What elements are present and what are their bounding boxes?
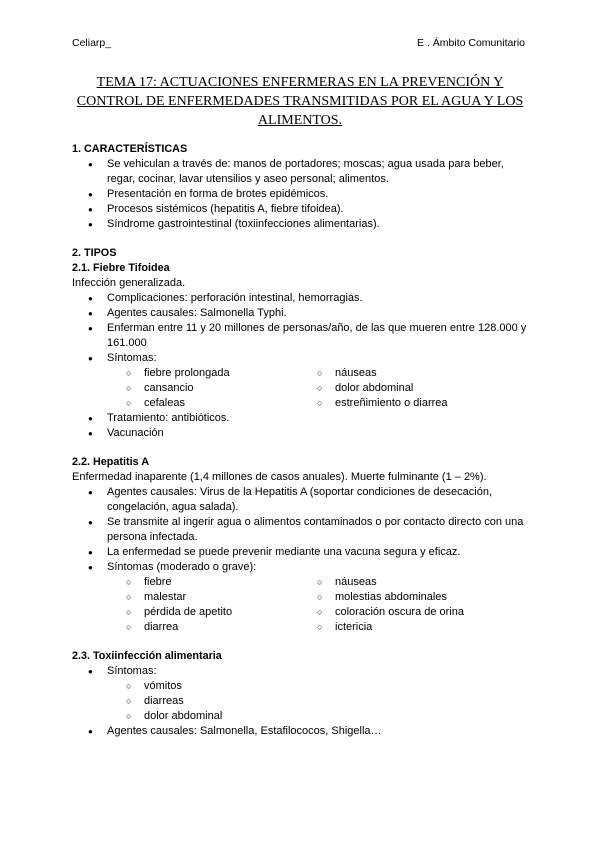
header-subject: E . Ámbito Comunitario xyxy=(417,37,525,49)
symptom-item: ○ dolor abdominal xyxy=(317,381,467,396)
symptom-item: ○ diarrea xyxy=(126,620,317,635)
symptoms-column-right xyxy=(317,366,467,411)
symptom-item: ○ estreñimiento o diarrea xyxy=(317,396,467,411)
fiebre-tifoidea-symptoms xyxy=(72,366,528,411)
section-caracteristicas-heading: 1. CARACTERÍSTICAS xyxy=(72,143,188,155)
fiebre-tifoidea-list xyxy=(72,291,528,366)
list-item: ● Agentes causales: Virus de la Hepatitis A (soportar condiciones de desecación, congelación, agua salada). xyxy=(72,485,528,515)
symptom-item: ○ molestias abdominales xyxy=(317,590,467,605)
list-item: ● Agentes causales: Salmonella, Estafilococos, Shigella… xyxy=(72,724,528,739)
hepatitis-a-symptoms xyxy=(72,575,528,635)
symptoms-label: Síntomas (moderado o grave): xyxy=(107,561,257,573)
list-item: ● La enfermedad se puede prevenir mediante una vacuna segura y eficaz. xyxy=(72,545,528,560)
document-title: TEMA 17: ACTUACIONES ENFERMERAS EN LA PREVENCIÓN Y CONTROL DE ENFERMEDADES TRANSMITIDAS POR EL AGUA Y LOS ALIMENTOS. xyxy=(76,75,524,128)
list-item-symptoms xyxy=(72,351,528,366)
symptom-item: ○ vómitos xyxy=(126,679,528,694)
symptoms-label: Síntomas: xyxy=(107,665,157,677)
symptoms-column-left xyxy=(72,366,317,411)
subsection-toxiinfeccion-heading: 2.3. Toxiinfección alimentaria xyxy=(72,650,222,662)
fiebre-tifoidea-intro: Infección generalizada. xyxy=(72,277,186,289)
hepatitis-a-list xyxy=(72,485,528,575)
list-item: ● Se vehiculan a través de: manos de portadores; moscas; agua usada para beber, regar, cocinar, lavar utensilios y aseo personal; alimentos. xyxy=(72,157,528,187)
list-item: ● Se transmite al ingerir agua o alimentos contaminados o por contacto directo con una persona infectada. xyxy=(72,515,528,545)
hepatitis-a-intro: Enfermedad inaparente (1,4 millones de casos anuales). Muerte fulminante (1 – 2%). xyxy=(72,471,487,483)
list-item-symptoms xyxy=(72,664,528,679)
header-author: Celiarp_ xyxy=(72,37,112,49)
list-item: ● Agentes causales: Salmonella Typhi. xyxy=(72,306,528,321)
list-item: ● Vacunación xyxy=(72,426,528,441)
toxiinfeccion-list-cont xyxy=(72,724,528,739)
subsection-hepatitis-a-heading: 2.2. Hepatitis A xyxy=(72,456,150,468)
document-body xyxy=(72,142,528,739)
symptoms-column-left xyxy=(72,575,317,635)
symptoms-column-right xyxy=(317,575,467,635)
symptom-item: ○ coloración oscura de orina xyxy=(317,605,467,620)
symptom-item: ○ dolor abdominal xyxy=(126,709,528,724)
symptom-item: ○ cefaleas xyxy=(126,396,317,411)
symptom-item: ○ náuseas xyxy=(317,366,467,381)
symptom-item: ○ cansancio xyxy=(126,381,317,396)
page-header xyxy=(72,37,525,50)
caracteristicas-list xyxy=(72,157,528,232)
symptom-item: ○ malestar xyxy=(126,590,317,605)
symptom-item: ○ diarreas xyxy=(126,694,528,709)
symptom-item: ○ fiebre prolongada xyxy=(126,366,317,381)
symptom-item: ○ náuseas xyxy=(317,575,467,590)
list-item-symptoms xyxy=(72,560,528,575)
toxiinfeccion-symptoms xyxy=(72,679,528,724)
symptom-item: ○ ictericia xyxy=(317,620,467,635)
list-item: ● Tratamiento: antibióticos. xyxy=(72,411,528,426)
fiebre-tifoidea-list-cont xyxy=(72,411,528,441)
list-item: ● Presentación en forma de brotes epidémicos. xyxy=(72,187,528,202)
list-item: ● Procesos sistémicos (hepatitis A, fiebre tifoidea). xyxy=(72,202,528,217)
list-item: ● Enferman entre 11 y 20 millones de personas/año, de las que mueren entre 128.000 y 161.000 xyxy=(72,321,528,351)
subsection-fiebre-tifoidea-heading: 2.1. Fiebre Tifoidea xyxy=(72,262,170,274)
symptom-item: ○ pérdida de apetito xyxy=(126,605,317,620)
list-item: ● Complicaciones: perforación intestinal, hemorragias. xyxy=(72,291,528,306)
list-item: ● Síndrome gastrointestinal (toxiinfecciones alimentarias). xyxy=(72,217,528,232)
symptoms-label: Síntomas: xyxy=(107,352,157,364)
section-tipos-heading: 2. TIPOS xyxy=(72,247,117,259)
symptom-item: ○ fiebre xyxy=(126,575,317,590)
toxiinfeccion-list xyxy=(72,664,528,679)
